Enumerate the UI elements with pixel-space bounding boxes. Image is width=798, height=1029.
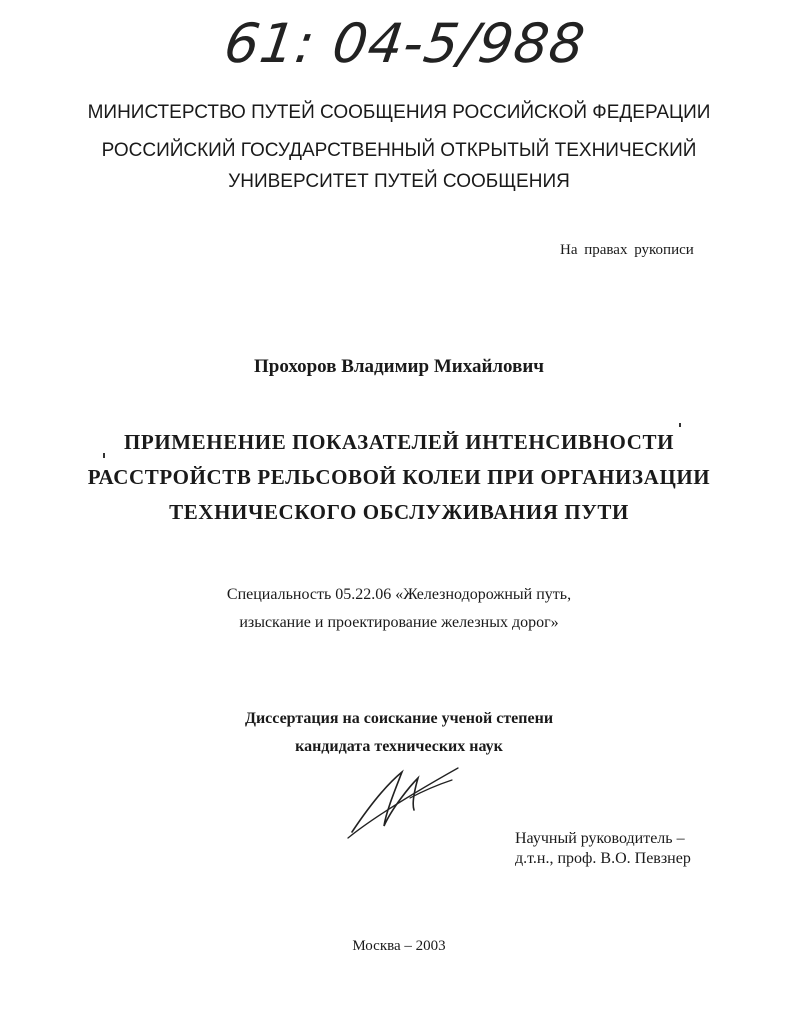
rights-note: На правах рукописи <box>560 242 694 258</box>
dissertation-title-line-2: РАССТРОЙСТВ РЕЛЬСОВОЙ КОЛЕИ ПРИ ОРГАНИЗАЦИИ <box>87 465 711 489</box>
university-line-3: УНИВЕРСИТЕТ ПУТЕЙ СООБЩЕНИЯ <box>228 171 570 192</box>
city-year: Москва – 2003 <box>352 938 446 954</box>
dissertation-title-line-1: ПРИМЕНЕНИЕ ПОКАЗАТЕЛЕЙ ИНТЕНСИВНОСТИ <box>123 430 675 454</box>
university-line-2: РОССИЙСКИЙ ГОСУДАРСТВЕННЫЙ ОТКРЫТЫЙ ТЕХНИЧЕСКИЙ <box>101 140 697 161</box>
ministry-line-1: МИНИСТЕРСТВО ПУТЕЙ СООБЩЕНИЯ РОССИЙСКОЙ ФЕДЕРАЦИИ <box>87 102 711 123</box>
signature-image <box>340 760 470 845</box>
supervisor-label: Научный руководитель – <box>515 830 685 847</box>
dissertation-title-line-3: ТЕХНИЧЕСКОГО ОБСЛУЖИВАНИЯ ПУТИ <box>169 500 629 524</box>
specialty-line-2: изыскание и проектирование железных дорог» <box>239 614 559 631</box>
scan-speck <box>103 453 105 458</box>
supervisor-name: д.т.н., проф. В.О. Певзнер <box>515 850 691 867</box>
scan-speck <box>679 423 681 427</box>
archive-number-handwritten: 61: 04-5/988 <box>220 12 590 75</box>
author-name: Прохоров Владимир Михайлович <box>253 356 545 377</box>
specialty-line-1: Специальность 05.22.06 «Железнодорожный путь, <box>226 586 572 603</box>
degree-line-1: Диссертация на соискание ученой степени <box>244 710 554 727</box>
degree-line-2: кандидата технических наук <box>295 738 503 755</box>
